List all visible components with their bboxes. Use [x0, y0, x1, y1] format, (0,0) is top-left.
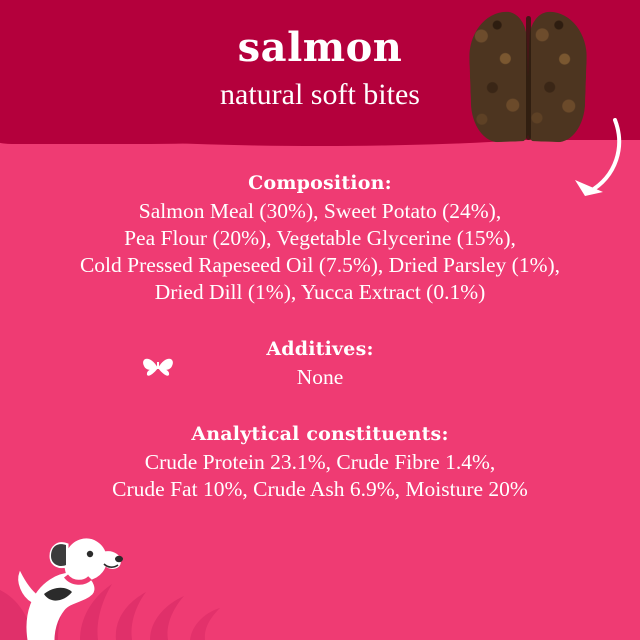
- composition-line: Pea Flour (20%), Vegetable Glycerine (15%),: [124, 226, 516, 250]
- analytical-line: Crude Fat 10%, Crude Ash 6.9%, Moisture 20%: [112, 477, 528, 501]
- composition-heading: Composition:: [248, 172, 392, 194]
- additives-body: [0, 364, 640, 391]
- treat-left-half: [468, 11, 531, 143]
- composition-line: Cold Pressed Rapeseed Oil (7.5%), Dried Parsley (1%),: [79, 253, 561, 277]
- product-title: salmon: [237, 24, 403, 71]
- composition-line: Dried Dill (1%), Yucca Extract (0.1%): [154, 280, 486, 304]
- analytical-body: [0, 449, 640, 503]
- additives-line: None: [296, 365, 344, 389]
- composition-line: Salmon Meal (30%), Sweet Potato (24%),: [138, 199, 502, 223]
- treat-center-groove: [526, 16, 531, 140]
- composition-block: [0, 172, 640, 306]
- additives-heading: Additives:: [266, 338, 374, 360]
- analytical-heading: Analytical constituents:: [191, 423, 449, 445]
- nutrition-content: [0, 150, 640, 503]
- butterfly-icon: [140, 352, 176, 384]
- analytical-block: [0, 423, 640, 503]
- product-subtitle: natural soft bites: [220, 78, 420, 111]
- dog-illustration-icon: [10, 510, 160, 640]
- analytical-line: Crude Protein 23.1%, Crude Fibre 1.4%,: [144, 450, 496, 474]
- curved-arrow-icon: [555, 118, 625, 208]
- composition-body: [0, 198, 640, 306]
- additives-block: [0, 338, 640, 391]
